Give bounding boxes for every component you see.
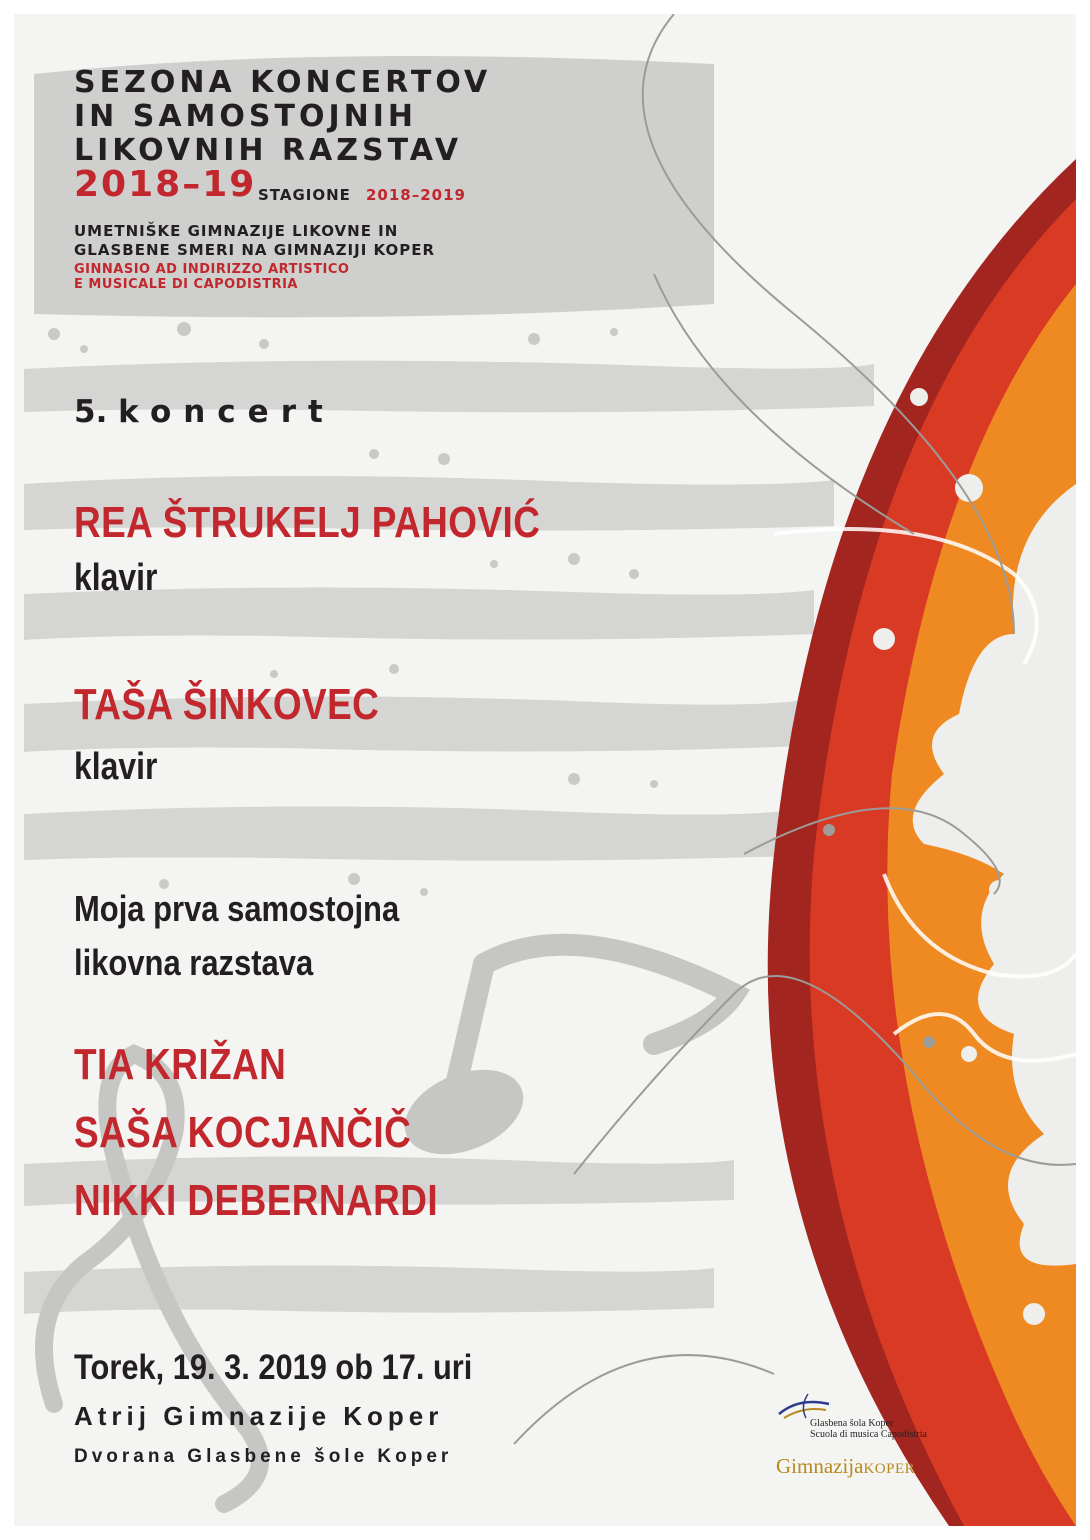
exhibition-title-line-2: likovna razstava xyxy=(74,942,314,983)
concert-number: 5. xyxy=(74,394,108,430)
glasbena-sola-name-ita: Scuola di musica Capodistria xyxy=(810,1429,927,1440)
artist-3: NIKKI DEBERNARDI xyxy=(74,1176,439,1225)
season-title-line-3: LIKOVNIH RAZSTAV xyxy=(74,133,463,168)
exhibition-title-line-1: Moja prva samostojna xyxy=(74,888,400,929)
gimnazija-logo-word: Gimnazija xyxy=(776,1454,864,1478)
stagione-year: 2018–2019 xyxy=(366,186,466,204)
performer-1-instrument: klavir xyxy=(74,557,158,599)
performer-2-name: TAŠA ŠINKOVEC xyxy=(74,680,380,729)
season-year: 2018–19 xyxy=(74,164,257,205)
school-slo-line-1: UMETNIŠKE GIMNAZIJE LIKOVNE IN xyxy=(74,222,399,240)
school-ita-line-2: E MUSICALE DI CAPODISTRIA xyxy=(74,277,298,292)
glasbena-sola-name-slo: Glasbena šola Koper xyxy=(810,1418,894,1429)
concert-heading xyxy=(74,394,335,430)
season-title-line-1: SEZONA KONCERTOV xyxy=(74,65,492,100)
poster xyxy=(14,14,1076,1526)
performer-1-name: REA ŠTRUKELJ PAHOVIĆ xyxy=(74,498,541,547)
event-venue-2: Dvorana Glasbene šole Koper xyxy=(74,1446,453,1467)
school-slo-line-2: GLASBENE SMERI NA GIMNAZIJI KOPER xyxy=(74,241,436,259)
gimnazija-koper-logo xyxy=(776,1454,915,1479)
artist-2: SAŠA KOCJANČIČ xyxy=(74,1108,412,1157)
concert-label: koncert xyxy=(118,394,335,430)
gimnazija-logo-city: KOPER xyxy=(863,1461,916,1477)
school-ita-line-1: GINNASIO AD INDIRIZZO ARTISTICO xyxy=(74,262,350,277)
performer-2-instrument: klavir xyxy=(74,746,158,788)
event-datetime: Torek, 19. 3. 2019 ob 17. uri xyxy=(74,1348,473,1387)
event-venue-1: Atrij Gimnazije Koper xyxy=(74,1401,444,1431)
season-title-line-2: IN SAMOSTOJNIH xyxy=(74,99,418,134)
artist-1: TIA KRIŽAN xyxy=(74,1040,287,1089)
stagione-label: STAGIONE xyxy=(258,186,351,204)
